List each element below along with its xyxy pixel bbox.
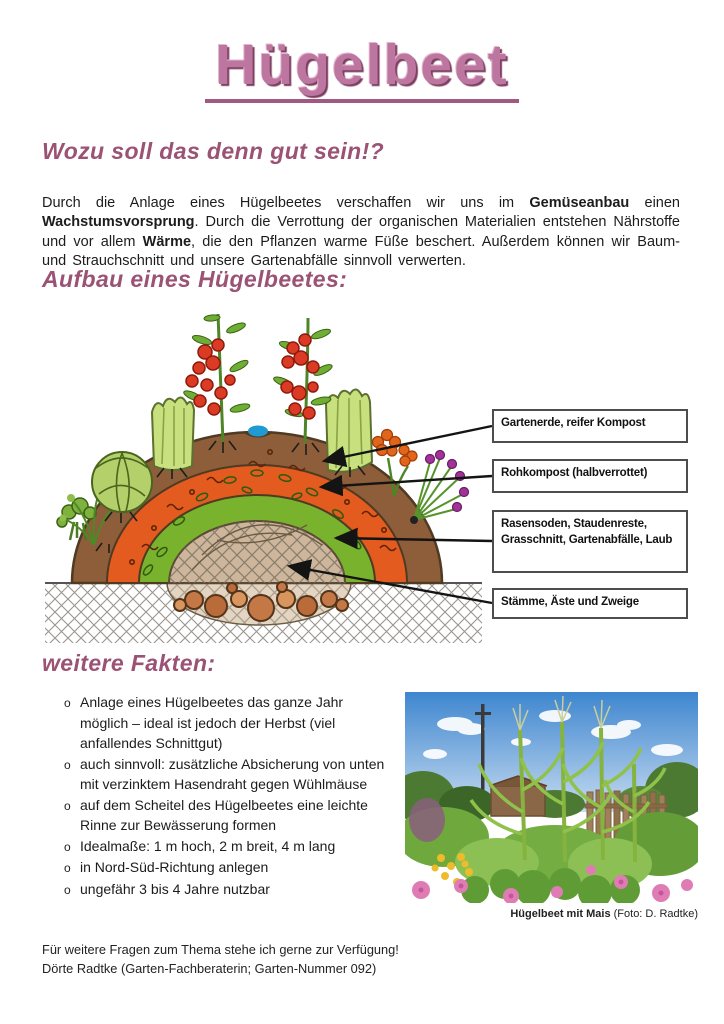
diagram-label-staemme: Stämme, Äste und Zweige: [492, 588, 688, 619]
fact-text: auch sinnvoll: zusätzliche Absicherung von unten mit verzinktem Hasendraht gegen Wühlmäuse: [80, 755, 385, 792]
footer-line-2: Dörte Radtke (Garten-Fachberaterin; Garten-Nummer 092): [42, 960, 377, 976]
bullet-marker: o: [64, 861, 71, 875]
list-item: [64, 795, 404, 836]
fact-text: in Nord-Süd-Richtung anlegen: [80, 859, 269, 875]
garden-photo-image: [405, 692, 698, 903]
lettuce-left: [152, 397, 194, 470]
fact-text: auf dem Scheitel des Hügelbeetes eine leichte Rinne zur Bewässerung formen: [80, 796, 368, 833]
title-wrap: [0, 33, 724, 103]
intro-bold-wachstumsvorsprung: Wachstumsvorsprung: [42, 214, 195, 230]
section-heading-aufbau: Aufbau eines Hügelbeetes:: [42, 266, 348, 292]
fact-text: ungefähr 3 bis 4 Jahre nutzbar: [80, 880, 270, 897]
bullet-marker: o: [64, 882, 71, 897]
purple-flowers: [410, 451, 469, 525]
list-item: [64, 879, 404, 901]
cabbage: [92, 452, 152, 512]
diagram-label-gartenerde: Gartenerde, reifer Kompost: [492, 409, 688, 443]
diagram-label-rasensoden: Rasensoden, Staudenreste, Grasschnitt, Gartenabfälle, Laub: [492, 510, 688, 573]
photo-caption-credit: (Foto: D. Radtke): [610, 908, 698, 920]
tomato-plant-right: [272, 318, 333, 443]
page-title: Hügelbeet: [205, 36, 519, 103]
water-drop-icon: [244, 426, 272, 437]
intro-text: , die den Pflanzen warme Füße beschert. Außerdem können wir Baum- und Strauchschnitt und unsere Gartenabfälle sinnvoll verwerten.: [42, 233, 680, 269]
intro-bold-gemueseanbau: Gemüseanbau: [529, 194, 630, 211]
facts-list: [64, 692, 404, 900]
photo-caption: [405, 908, 698, 920]
bullet-marker: o: [64, 696, 71, 710]
diagram-label-rohkompost: Rohkompost (halbverrottet): [492, 459, 688, 493]
list-item: [64, 754, 404, 795]
bullet-marker: o: [64, 798, 71, 813]
footer: [42, 941, 399, 978]
hugelbeet-diagram: [42, 300, 700, 652]
fact-text: Idealmaße: 1 m hoch, 2 m breit, 4 m lang: [80, 837, 336, 854]
intro-text: . Durch die Verrottung der organischen Materialien entstehen Nährstoffe und vor allem: [42, 214, 680, 250]
intro-text: Durch die Anlage eines Hügelbeetes verschaffen wir uns im: [42, 194, 530, 211]
photo-caption-title: Hügelbeet mit Mais: [510, 908, 611, 920]
footer-line-1: Für weitere Fragen zum Thema stehe ich gerne zur Verfügung!: [42, 942, 399, 957]
list-item: [64, 692, 404, 754]
intro-paragraph: [42, 194, 680, 272]
section-heading-why: Wozu soll das denn gut sein!?: [42, 138, 385, 164]
intro-text: einen: [629, 194, 680, 211]
garden-photo: [405, 692, 698, 903]
list-item: [64, 857, 404, 879]
bullet-marker: o: [64, 839, 71, 854]
list-item: [64, 836, 404, 858]
section-heading-fakten: weitere Fakten:: [42, 650, 216, 676]
intro-bold-waerme: Wärme: [142, 233, 192, 250]
bullet-marker: o: [64, 757, 71, 772]
fact-text: Anlage eines Hügelbeetes das ganze Jahr möglich – ideal ist jedoch der Herbst (viel anfallendes Schnittgut): [80, 694, 344, 751]
